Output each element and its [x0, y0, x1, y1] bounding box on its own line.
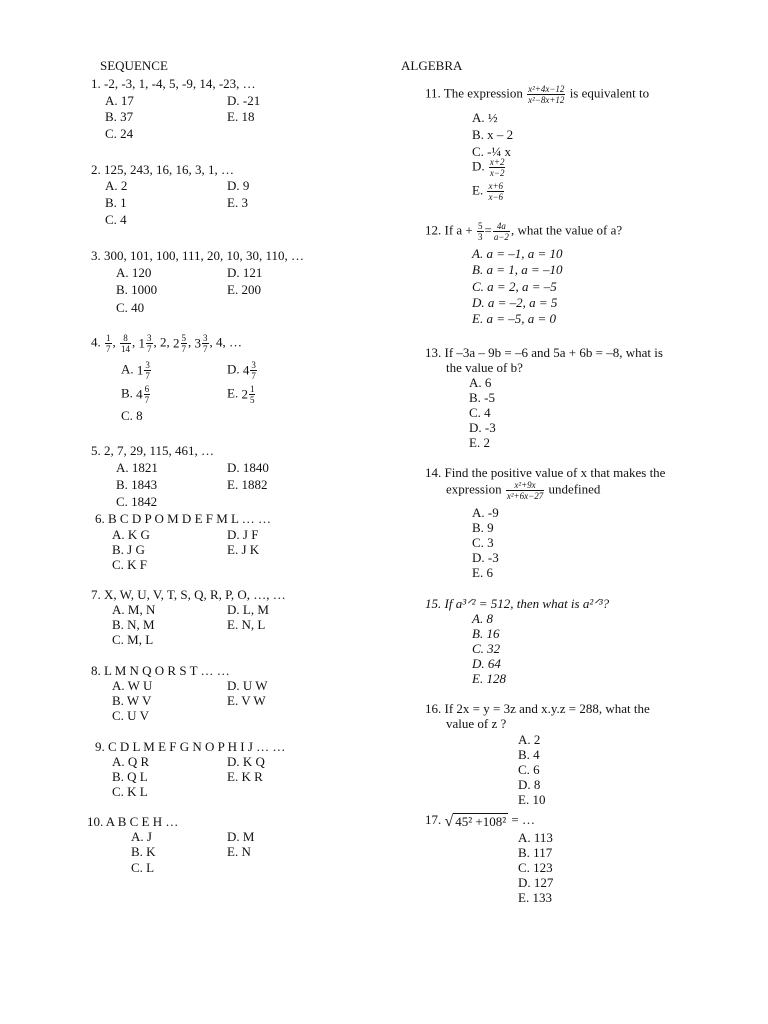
q11-option-e: E. $\frac{x+6}{x-6}$ — [472, 181, 504, 202]
q13-stem-line-2: the value of b? — [446, 360, 523, 375]
q10-option-d: D. M — [227, 829, 255, 844]
q6-option-c: C. K F — [112, 557, 148, 572]
q7-option-e: E. N, L — [227, 617, 266, 632]
q15-option-d: D. 64 — [472, 656, 501, 671]
q17-option-e: E. 133 — [518, 890, 552, 905]
q9-stem: 9. C D L M E F G N O P H I J … … — [95, 739, 286, 754]
fraction: $\frac{8}{14}$ — [121, 333, 130, 354]
q15-option-e: E. 128 — [472, 671, 506, 686]
q9-option-a: A. Q R — [112, 754, 150, 769]
q12-stem: 12. If a + $\frac{5}{3}$ = $\frac{4a}{a-2}$ , what the value of a? — [425, 221, 623, 242]
q6-option-e: E. J K — [227, 542, 260, 557]
q12-option-d: D. a = –2, a = 5 — [472, 295, 558, 310]
q16-option-e: E. 10 — [518, 792, 546, 807]
q11-option-b: B. x – 2 — [472, 127, 514, 142]
q12-option-b: B. a = 1, a = –10 — [472, 262, 563, 277]
q9-option-b: B. Q L — [112, 769, 148, 784]
fraction: $\frac{1}{7}$ — [106, 333, 111, 354]
q1-option-e: E. 18 — [227, 109, 255, 124]
q16-stem-line-1: 16. If 2x = y = 3z and x.y.z = 288, what the — [425, 701, 650, 716]
q2-option-c: C. 4 — [105, 212, 127, 227]
q5-option-c: C. 1842 — [116, 494, 158, 509]
q10-option-b: B. K — [131, 844, 156, 859]
q14-option-d: D. -3 — [472, 550, 499, 565]
section-title-algebra: ALGEBRA — [401, 58, 463, 73]
q1-option-b: B. 37 — [105, 109, 134, 124]
q14-option-b: B. 9 — [472, 520, 494, 535]
q3-stem: 3. 300, 101, 100, 111, 20, 10, 30, 110, … — [91, 248, 305, 263]
q5-option-d: D. 1840 — [227, 460, 269, 475]
q1-stem: 1. -2, -3, 1, -4, 5, -9, 14, -23, … — [91, 76, 256, 91]
q16-stem-line-2: value of z ? — [446, 716, 507, 731]
q9-option-e: E. K R — [227, 769, 263, 784]
q8-option-d: D. U W — [227, 678, 268, 693]
q13-option-c: C. 4 — [469, 405, 491, 420]
q10-option-a: A. J — [131, 829, 152, 844]
q7-option-c: C. M, L — [112, 632, 154, 647]
q14-option-e: E. 6 — [472, 565, 493, 580]
q10-option-c: C. L — [131, 860, 155, 875]
q16-option-d: D. 8 — [518, 777, 541, 792]
q6-stem: 6. B C D P O M D E F M L … … — [95, 511, 272, 526]
q5-stem: 5. 2, 7, 29, 115, 461, … — [91, 443, 215, 458]
q8-option-a: A. W U — [112, 678, 153, 693]
q3-option-b: B. 1000 — [116, 282, 158, 297]
q3-option-c: C. 40 — [116, 300, 145, 315]
q2-stem: 2. 125, 243, 16, 16, 3, 1, … — [91, 162, 234, 177]
q11-option-a: A. ½ — [472, 110, 498, 125]
q15-option-c: C. 32 — [472, 641, 501, 656]
q17-option-a: A. 113 — [518, 830, 553, 845]
square-root: √ 45² +108² — [444, 813, 507, 831]
q4-stem: 4. $\frac{1}{7}$ , $\frac{8}{14}$ , 1 $\frac{3}{7}$ , 2, 2 $\frac{5}{7}$ , 3 $\frac{3}{7}$ , 4, … — [91, 333, 242, 354]
q14-option-a: A. -9 — [472, 505, 499, 520]
q5-option-e: E. 1882 — [227, 477, 268, 492]
q16-option-c: C. 6 — [518, 762, 540, 777]
q4-option-c: C. 8 — [121, 408, 143, 423]
q7-option-b: B. N, M — [112, 617, 155, 632]
q1-option-a: A. 17 — [105, 93, 134, 108]
q6-option-b: B. J G — [112, 542, 145, 557]
q14-stem-line-2: expression $\frac{\text{x²+9x}}{\text{x²+6x−27}}$ undefined — [446, 480, 601, 501]
q5-option-b: B. 1843 — [116, 477, 158, 492]
q9-option-d: D. K Q — [227, 754, 265, 769]
section-title-sequence: SEQUENCE — [100, 58, 168, 73]
q3-option-e: E. 200 — [227, 282, 261, 297]
q6-option-d: D. J F — [227, 527, 259, 542]
q2-option-b: B. 1 — [105, 195, 127, 210]
q13-option-d: D. -3 — [469, 420, 496, 435]
q7-option-a: A. M, N — [112, 602, 156, 617]
q3-option-a: A. 120 — [116, 265, 152, 280]
q15-option-a: A. 8 — [472, 611, 493, 626]
q2-option-a: A. 2 — [105, 178, 128, 193]
q6-option-a: A. K G — [112, 527, 150, 542]
q10-stem: 10. A B C E H … — [87, 814, 179, 829]
q12-option-e: E. a = –5, a = 0 — [472, 311, 556, 326]
q4-option-a: A. 1 $\frac{3}{7}$ — [121, 360, 150, 381]
q15-stem: 15. If a³ᐟ² = 512, then what is a²ᐟ³? — [425, 596, 610, 611]
q17-option-b: B. 117 — [518, 845, 553, 860]
q13-stem-line-1: 13. If –3a – 9b = –6 and 5a + 6b = –8, what is — [425, 345, 663, 360]
q17-stem: 17. √ 45² +108² = … — [425, 812, 536, 831]
q13-option-b: B. -5 — [469, 390, 495, 405]
q11-stem: 11. The expression $\frac{\text{x²+4x−12}}{\text{x²−8x+12}}$ is equivalent to — [425, 84, 650, 105]
q8-option-e: E. V W — [227, 693, 266, 708]
q8-option-c: C. U V — [112, 708, 149, 723]
q12-option-a: A. a = –1, a = 10 — [472, 246, 563, 261]
q12-option-c: C. a = 2, a = –5 — [472, 279, 557, 294]
q16-option-b: B. 4 — [518, 747, 540, 762]
q8-stem: 8. L M N Q O R S T … … — [91, 663, 230, 678]
q7-option-d: D. L, M — [227, 602, 269, 617]
q16-option-a: A. 2 — [518, 732, 541, 747]
q2-option-d: D. 9 — [227, 178, 250, 193]
q2-option-e: E. 3 — [227, 195, 248, 210]
q14-option-c: C. 3 — [472, 535, 494, 550]
q15-option-b: B. 16 — [472, 626, 500, 641]
q13-option-e: E. 2 — [469, 435, 490, 450]
q10-option-e: E. N — [227, 844, 251, 859]
q17-option-c: C. 123 — [518, 860, 553, 875]
q11-option-c: C. -¼ x — [472, 144, 511, 159]
q4-option-e: E. 2 $\frac{1}{5}$ — [227, 384, 255, 405]
q8-option-b: B. W V — [112, 693, 152, 708]
q1-option-d: D. -21 — [227, 93, 261, 108]
q17-option-d: D. 127 — [518, 875, 554, 890]
q1-option-c: C. 24 — [105, 126, 134, 141]
q13-option-a: A. 6 — [469, 375, 492, 390]
q9-option-c: C. K L — [112, 784, 148, 799]
q14-stem-line-1: 14. Find the positive value of x that makes the — [425, 465, 666, 480]
q7-stem: 7. X, W, U, V, T, S, Q, R, P, O, …, … — [91, 587, 286, 602]
q4-option-b: B. 4 $\frac{6}{7}$ — [121, 384, 150, 405]
q4-option-d: D. 4 $\frac{3}{7}$ — [227, 360, 256, 381]
q11-option-d: D. $\frac{x+2}{x-2}$ — [472, 157, 505, 178]
q3-option-d: D. 121 — [227, 265, 263, 280]
q5-option-a: A. 1821 — [116, 460, 158, 475]
